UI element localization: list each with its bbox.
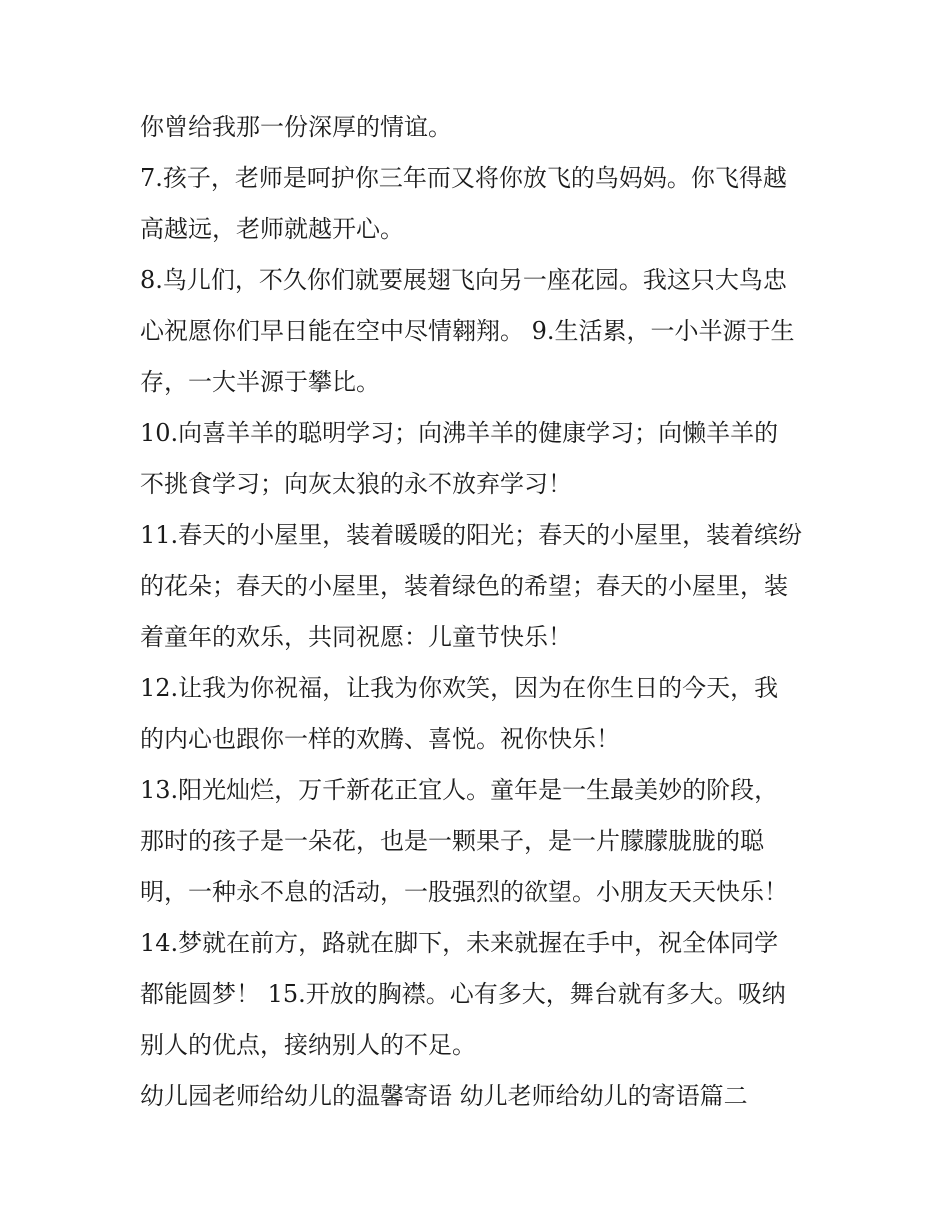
text-line: 13.阳光灿烂，万千新花正宜人。童年是一生最美妙的阶段， (140, 776, 779, 804)
text-line: 存，一大半源于攀比。 (140, 368, 380, 396)
text-line: 着童年的欢乐，共同祝愿：儿童节快乐！ (140, 623, 572, 651)
text-line: 不挑食学习；向灰太狼的永不放弃学习！ (140, 470, 572, 498)
text-line: 别人的优点，接纳别人的不足。 (140, 1031, 476, 1059)
text-line: 的内心也跟你一样的欢腾、喜悦。祝你快乐！ (140, 725, 620, 753)
text-line: 的花朵；春天的小屋里，装着绿色的希望；春天的小屋里，装 (140, 572, 788, 600)
text-line: 14.梦就在前方，路就在脚下，未来就握在手中，祝全体同学 (140, 929, 779, 957)
text-line: 高越远，老师就越开心。 (140, 215, 404, 243)
text-line: 7.孩子，老师是呵护你三年而又将你放飞的鸟妈妈。你飞得越 (140, 164, 787, 192)
text-line: 心祝愿你们早日能在空中尽情翱翔。 9.生活累，一小半源于生 (140, 317, 795, 345)
text-line: 明，一种永不息的活动，一股强烈的欲望。小朋友天天快乐！ (140, 878, 788, 906)
text-line: 12.让我为你祝福，让我为你欢笑，因为在你生日的今天，我 (140, 674, 779, 702)
text-line: 8.鸟儿们，不久你们就要展翅飞向另一座花园。我这只大鸟忠 (140, 266, 787, 294)
text-line: 都能圆梦！ 15.开放的胸襟。心有多大，舞台就有多大。吸纳 (140, 980, 786, 1008)
text-line: 你曾给我那一份深厚的情谊。 (140, 113, 452, 141)
text-line: 10.向喜羊羊的聪明学习；向沸羊羊的健康学习；向懒羊羊的 (140, 419, 779, 447)
document-body (140, 102, 820, 1122)
section-heading: 幼儿园老师给幼儿的温馨寄语 幼儿老师给幼儿的寄语篇二 (140, 1082, 748, 1110)
text-line: 那时的孩子是一朵花，也是一颗果子，是一片朦朦胧胧的聪 (140, 827, 764, 855)
text-line: 11.春天的小屋里，装着暖暖的阳光；春天的小屋里，装着缤纷 (140, 521, 803, 549)
